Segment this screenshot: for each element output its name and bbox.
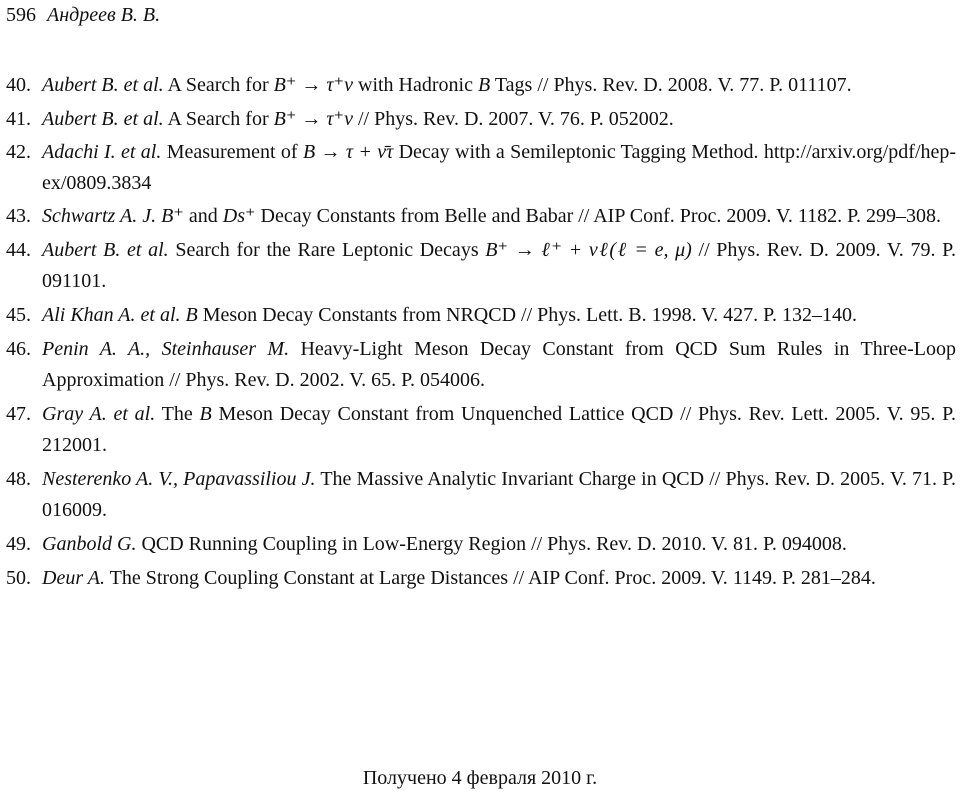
reference-source: Decay Constants from Belle and Babar // AIP Conf. Proc. 2009. V. 1182. P. 299–308. (260, 205, 942, 227)
reference-formula: B (199, 403, 212, 425)
reference-item-50 (6, 563, 956, 594)
reference-number: 48. (6, 468, 31, 490)
reference-number: 49. (6, 533, 31, 555)
reference-number: 40. (6, 74, 31, 96)
reference-title-part: A Search for (167, 74, 269, 96)
reference-source: The Strong Coupling Constant at Large Distances // AIP Conf. Proc. 2009. V. 1149. P. 281–284. (109, 567, 876, 589)
reference-authors: Aubert B. et al. (42, 239, 169, 261)
reference-item-48 (6, 464, 956, 526)
running-header (6, 0, 160, 31)
reference-item-44 (6, 235, 956, 297)
reference-title-part: The (161, 403, 193, 425)
reference-authors: Ali Khan A. et al. (42, 304, 181, 326)
reference-item-49 (6, 529, 956, 560)
reference-authors: Deur A. (42, 567, 105, 589)
reference-source: Tags // Phys. Rev. D. 2008. V. 77. P. 011107. (494, 74, 852, 96)
reference-formula: B⁺ → τ⁺ν (273, 74, 353, 96)
reference-title-part: Measurement of (166, 141, 298, 163)
reference-source: // Phys. Rev. D. 2007. V. 76. P. 052002. (358, 108, 674, 130)
reference-formula: Ds⁺ (222, 205, 256, 227)
reference-formula: B → τ + ν̄τ (302, 141, 394, 163)
reference-formula: B⁺ → ℓ⁺ + νℓ(ℓ = e, μ) (485, 239, 692, 261)
reference-item-43 (6, 201, 956, 232)
reference-item-41 (6, 104, 956, 135)
reference-authors: Schwartz A. J. (42, 205, 157, 227)
reference-title-part: and (188, 205, 218, 227)
reference-formula: B⁺ → τ⁺ν (273, 108, 353, 130)
reference-authors: Aubert B. et al. (42, 74, 164, 96)
reference-title-part: with Hadronic (358, 74, 473, 96)
reference-number: 43. (6, 205, 31, 227)
reference-source: Decay with a Semileptonic Tagging Method. http://arxiv.org/pdf/hep-ex/0809.3834 (42, 141, 957, 194)
reference-title-part: Search for the Rare Leptonic Decays (175, 239, 479, 261)
reference-source: Heavy-Light Meson Decay Constant from QCD Sum Rules in Three-Loop Approximation // Phys. Rev. D. 2002. V. 65. P. 054006. (42, 338, 956, 391)
reference-authors: Gray A. et al. (42, 403, 156, 425)
reference-number: 44. (6, 239, 31, 261)
reference-title-part: A Search for (167, 108, 269, 130)
reference-number: 45. (6, 304, 31, 326)
reference-number: 47. (6, 403, 31, 425)
reference-authors: Adachi I. et al. (42, 141, 162, 163)
reference-number: 42. (6, 141, 31, 163)
running-author: Андреев В. В. (47, 4, 161, 26)
reference-formula: B⁺ (161, 205, 184, 227)
reference-source: QCD Running Coupling in Low-Energy Region // Phys. Rev. D. 2010. V. 81. P. 094008. (141, 533, 847, 555)
reference-item-42 (6, 137, 956, 199)
reference-formula: B (477, 74, 491, 96)
page-number: 596 (6, 4, 36, 26)
reference-item-45 (6, 300, 956, 331)
reference-list (6, 70, 956, 594)
reference-authors: Ganbold G. (42, 533, 137, 555)
reference-item-47 (6, 399, 956, 461)
reference-source: // Phys. Rev. D. 2009. V. 79. P. 091101. (42, 239, 957, 292)
reference-source: Meson Decay Constant from Unquenched Lattice QCD // Phys. Rev. Lett. 2005. V. 95. P. 212001. (42, 403, 957, 456)
reference-authors: Aubert B. et al. (42, 108, 164, 130)
reference-source: The Massive Analytic Invariant Charge in QCD // Phys. Rev. D. 2005. V. 71. P. 016009. (42, 468, 957, 521)
reference-authors: Penin A. A., Steinhauser M. (42, 338, 290, 360)
received-date: Получено 4 февраля 2010 г. (362, 767, 598, 789)
reference-source: Meson Decay Constants from NRQCD // Phys. Lett. B. 1998. V. 427. P. 132–140. (202, 304, 858, 326)
reference-number: 41. (6, 108, 31, 130)
reference-number: 50. (6, 567, 31, 589)
reference-number: 46. (6, 338, 31, 360)
reference-item-40 (6, 70, 956, 101)
reference-authors: Nesterenko A. V., Papavassiliou J. (42, 468, 316, 490)
reference-formula: B (185, 304, 198, 326)
reference-item-46 (6, 334, 956, 396)
